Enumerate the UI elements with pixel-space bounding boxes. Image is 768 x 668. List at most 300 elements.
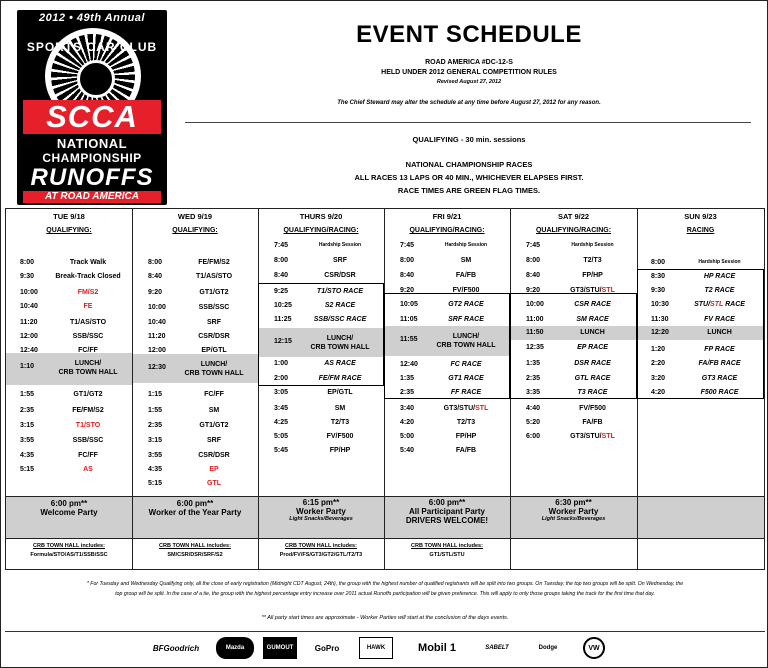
party-time: 6:00 pm**: [176, 499, 214, 508]
thu-event: [300, 419, 380, 426]
event-label: GTL: [207, 480, 221, 487]
thu-event: [300, 360, 380, 367]
tue-time: 9:30: [20, 273, 35, 280]
sat-time: 3:35: [526, 389, 541, 396]
wed-event: [174, 437, 254, 444]
event-label: CSR/DSR: [198, 333, 230, 340]
event-label: GT1/GT2: [199, 289, 229, 296]
event-label: SRF: [333, 257, 347, 264]
thu-time: 5:05: [274, 433, 289, 440]
revised-date: Revised August 27, 2012: [436, 79, 502, 85]
event-label: F500 RACE: [700, 389, 739, 396]
page-title: EVENT SCHEDULE: [356, 21, 582, 48]
tue-event: [48, 347, 128, 354]
wed-time: 1:15: [148, 391, 163, 398]
event-label: AS: [83, 466, 93, 473]
sat-event: [552, 344, 633, 351]
event-label: FE: [83, 303, 93, 310]
event-label: FA/FB RACE: [698, 360, 741, 367]
sat-event: [552, 242, 633, 248]
sat-event: [552, 419, 633, 426]
fri-time: 12:40: [400, 361, 418, 368]
party-note: Light Snacks/Beverages: [541, 516, 606, 522]
event-label: FA/FB: [455, 272, 477, 279]
event-label-line2: CRB TOWN HALL: [58, 369, 118, 376]
event-label: GT2 RACE: [448, 301, 484, 308]
wed-event: [174, 360, 254, 378]
sat-time: 8:40: [526, 272, 541, 279]
sat-event: [552, 389, 633, 396]
tue-time: 10:40: [20, 303, 38, 310]
tue-event: [48, 391, 128, 398]
event-label-red: STL: [601, 433, 615, 440]
wed-time: 1:55: [148, 407, 163, 414]
sponsor-gumout-logo: GUMOUT: [263, 637, 297, 659]
event-label: EP/GTL: [201, 347, 227, 354]
fri-time: 4:20: [400, 419, 415, 426]
event-label: SSB/SSC: [72, 333, 104, 340]
event-label: FV/F500: [579, 405, 606, 412]
fri-time: 10:05: [400, 301, 418, 308]
sponsor-gopro-logo: GoPro: [314, 643, 340, 653]
event-label: FV/F500: [452, 287, 480, 294]
day-header-sun: SUN 9/23: [684, 212, 717, 221]
event-label: FE/FM/S2: [72, 407, 104, 414]
sat-time: 5:20: [526, 419, 541, 426]
tue-time: 3:55: [20, 437, 35, 444]
sat-time: 11:50: [526, 329, 544, 336]
wed-time: 3:55: [148, 452, 163, 459]
party-time: 6:30 pm**: [555, 498, 592, 507]
event-label: SRF: [207, 437, 221, 444]
tue-event: [48, 289, 128, 296]
fri-time: 5:40: [400, 447, 415, 454]
green-flag-note: RACE TIMES ARE GREEN FLAG TIMES.: [397, 186, 541, 195]
fri-event: [426, 316, 506, 323]
event-label: GT3/STU/: [443, 405, 476, 412]
sat-time: 2:35: [526, 375, 541, 382]
thu-time: 4:25: [274, 419, 289, 426]
event-label: CSR RACE: [574, 301, 611, 308]
crb-header-thu: CRB TOWN HALL includes:: [285, 543, 357, 549]
wed-event: [174, 319, 254, 326]
wed-event: [174, 452, 254, 459]
party-tue: [6, 499, 132, 517]
event-label: FM/S2: [77, 289, 99, 296]
thu-time: 1:00: [274, 360, 289, 367]
wed-event: [174, 407, 254, 414]
fri-time: 5:00: [400, 433, 415, 440]
party-name: All Participant Party: [408, 507, 486, 516]
tue-event: [48, 466, 128, 473]
wed-event: [174, 259, 254, 266]
wed-event: [174, 304, 254, 311]
event-label: FE/FM/S2: [198, 259, 230, 266]
race-length-note: ALL RACES 13 LAPS OR 40 MIN., WHICHEVER ELAPSES FIRST.: [354, 173, 584, 182]
sat-event: [552, 316, 633, 323]
event-label: SM: [208, 407, 220, 414]
event-label: GT3/STU/: [570, 433, 602, 440]
tue-time: 12:00: [20, 333, 38, 340]
logo-club: SPORTS CAR CLUB: [26, 40, 158, 54]
event-label-suffix: RACE: [723, 301, 745, 308]
event-label: SM: [334, 405, 346, 412]
day-sub-wed: QUALIFYING:: [172, 227, 218, 234]
day-header-wed: WED 9/19: [177, 212, 213, 221]
event-label: LUNCH: [707, 329, 732, 336]
fri-event: [426, 389, 506, 396]
event-label: SSB/SSC RACE: [313, 316, 367, 323]
wed-event: [174, 273, 254, 280]
party-fri: [384, 498, 510, 525]
day-sub-thu: QUALIFYING/RACING:: [283, 227, 359, 234]
logo-annual: 2012 • 49th Annual: [39, 12, 145, 24]
rules-line: HELD UNDER 2012 GENERAL COMPETITION RULES: [381, 69, 557, 76]
event-label: T2/T3: [583, 257, 602, 264]
thu-event: [300, 316, 380, 323]
thu-event: [300, 447, 380, 454]
sat-time: 6:00: [526, 433, 541, 440]
crb-list-tue: Formula/STO/AS/T1/SSB/SSC: [30, 552, 108, 558]
fri-event: [426, 272, 506, 279]
thu-time: 11:25: [274, 316, 292, 323]
event-label: FP/HP: [329, 447, 351, 454]
event-label: FE/FM RACE: [318, 375, 362, 382]
footer-divider: [5, 631, 765, 632]
fri-event: [426, 433, 506, 440]
sun-event: [679, 259, 760, 265]
party-note: Light Snacks/Beverages: [289, 516, 353, 522]
event-label: GT1 RACE: [448, 375, 484, 382]
thu-time: 3:05: [274, 389, 289, 396]
tue-event: [48, 407, 128, 414]
fri-time: 2:35: [400, 389, 415, 396]
crb-header-tue: CRB TOWN HALL includes:: [33, 543, 105, 549]
event-label: AS RACE: [324, 360, 356, 367]
fri-time: 8:00: [400, 257, 415, 264]
day-sub-fri: QUALIFYING/RACING:: [409, 227, 485, 234]
event-label: T2/T3: [330, 419, 350, 426]
event-label: T1/AS/STO: [195, 273, 233, 280]
sponsor-bfgoodrich-logo: BFGoodrich: [152, 643, 200, 653]
event-label-red: STL: [475, 405, 489, 412]
thu-event: [300, 272, 380, 279]
logo-runoffs: RUNOFFS: [30, 164, 154, 191]
tue-event: [48, 437, 128, 444]
event-label: FP/HP: [455, 433, 477, 440]
wed-event: [174, 289, 254, 296]
sat-event: [552, 433, 633, 440]
thu-time: 8:40: [274, 272, 289, 279]
event-label: LUNCH: [580, 329, 605, 336]
footnote-line-1: * For Tuesday and Wednesday Qualifying only, all the close of early registration (Midnight CDT August, 24th), the group with the highest number of qualified registrants will be split into two groups. On Tuesday, the top two groups will be split. On Wednesday, the: [86, 581, 684, 587]
thu-time: 10:25: [274, 302, 292, 309]
party-name-2: DRIVERS WELCOME!: [405, 516, 489, 525]
thu-time: 3:45: [274, 405, 289, 412]
tue-time: 8:00: [20, 259, 35, 266]
sat-time: 1:35: [526, 360, 541, 367]
event-label: SM: [460, 257, 472, 264]
fri-time: 11:55: [400, 336, 418, 343]
tue-time: 5:15: [20, 466, 35, 473]
event-label: EP/GTL: [327, 389, 353, 396]
wed-time: 2:35: [148, 422, 163, 429]
sun-event: [679, 360, 760, 367]
event-label-red: STL: [601, 287, 615, 294]
event-label: SM RACE: [576, 316, 609, 323]
fri-event: [426, 405, 506, 412]
event-label: S2 RACE: [324, 302, 356, 309]
thu-time: 5:45: [274, 447, 289, 454]
thu-event: [300, 375, 380, 382]
wed-time: 4:35: [148, 466, 163, 473]
event-label: FA/FB: [582, 419, 603, 426]
thu-event: [300, 302, 380, 309]
fri-time: 7:45: [400, 242, 415, 249]
fri-event: [426, 361, 506, 368]
wed-time: 9:20: [148, 289, 163, 296]
sat-event: [552, 329, 633, 336]
national-races-title: NATIONAL CHAMPIONSHIP RACES: [405, 160, 533, 169]
thu-event: [300, 405, 380, 412]
sun-time: 12:20: [651, 329, 669, 336]
event-label: HP RACE: [703, 273, 736, 280]
event-label: EP: [209, 466, 219, 473]
fri-event: [426, 257, 506, 264]
wed-event: [174, 466, 254, 473]
event-label-red: STL: [710, 301, 724, 308]
event-label: Hardship Session: [444, 242, 488, 248]
event-label: T1/AS/STO: [69, 319, 107, 326]
logo-road-america: AT ROAD AMERICA: [23, 191, 161, 203]
thu-event: [300, 288, 380, 295]
party-time: 6:00 pm**: [428, 498, 466, 507]
sponsor-hawk-logo: HAWK: [359, 637, 393, 659]
fri-time: 1:35: [400, 375, 415, 382]
thu-time: 2:00: [274, 375, 289, 382]
event-label: GT1/GT2: [73, 391, 103, 398]
footnote-party-times: ** All party start times are approximate - Worker Parties will start at the conclusion of the days events.: [261, 615, 509, 621]
crb-list-fri: GT1/STL/STU: [429, 552, 465, 558]
sponsor-strip: [141, 637, 621, 659]
wed-time: 10:40: [148, 319, 166, 326]
footnote-split-groups: [9, 579, 761, 599]
sun-time: 3:20: [651, 375, 666, 382]
wed-event: [174, 347, 254, 354]
sun-time: 9:30: [651, 287, 666, 294]
sun-time: 8:00: [651, 259, 666, 266]
sun-event: [679, 329, 760, 336]
fri-time: 9:20: [400, 287, 415, 294]
event-label: FA/FB: [455, 447, 477, 454]
sat-event: [552, 257, 633, 264]
day-sub-sat: QUALIFYING/RACING:: [535, 227, 612, 234]
event-label-line2: CRB TOWN HALL: [310, 344, 370, 351]
event-label: DSR RACE: [574, 360, 611, 367]
fri-event: [426, 447, 506, 454]
sat-time: 10:00: [526, 301, 544, 308]
thu-event: [300, 433, 380, 440]
event-label: GT1/GT2: [199, 422, 229, 429]
tue-time: 10:00: [20, 289, 38, 296]
row-divider: [6, 538, 764, 539]
event-label: FC/FF: [78, 347, 98, 354]
day-sub-tue: QUALIFYING:: [46, 227, 92, 234]
sun-time: 4:20: [651, 389, 666, 396]
sponsor-mazda-logo: Mazda: [216, 637, 254, 659]
sat-time: 11:00: [526, 316, 544, 323]
sat-time: 4:40: [526, 405, 541, 412]
event-label: GTL RACE: [574, 375, 611, 382]
event-label: Hardship Session: [571, 242, 614, 248]
thu-event: [300, 257, 380, 264]
event-label: SRF RACE: [448, 316, 484, 323]
event-label: FC/FF: [78, 452, 98, 459]
wed-time: 12:00: [148, 347, 166, 354]
tue-time: 1:55: [20, 391, 35, 398]
wed-time: 8:40: [148, 273, 163, 280]
schedule-grid: [5, 208, 765, 570]
tue-event: [48, 359, 128, 377]
day-header-sat: SAT 9/22: [557, 212, 590, 221]
wed-time: 11:20: [148, 333, 166, 340]
fri-event: [426, 332, 506, 350]
steward-note: The Chief Steward may alter the schedule at any time before August 27, 2012 for any reason.: [337, 100, 601, 106]
wed-event: [174, 480, 254, 487]
fri-time: 8:40: [400, 272, 415, 279]
event-label: GT3 RACE: [701, 375, 738, 382]
event-label: T1/STO: [75, 422, 101, 429]
fri-event: [426, 301, 506, 308]
sat-time: 8:00: [526, 257, 541, 264]
sat-event: [552, 272, 633, 279]
tue-event: [48, 319, 128, 326]
day-header-thu: THURS 9/20: [299, 212, 343, 221]
sun-time: 2:20: [651, 360, 666, 367]
qualifying-note: QUALIFYING - 30 min. sessions: [412, 135, 526, 144]
sun-time: 11:30: [651, 316, 669, 323]
event-label: Hardship Session: [318, 242, 362, 248]
event-label: GT3/STU/: [570, 287, 602, 294]
tue-event: [48, 452, 128, 459]
party-time: 6:15 pm**: [302, 498, 340, 507]
wed-time: 10:00: [148, 304, 166, 311]
event-label: T1/STO RACE: [316, 288, 364, 295]
event-label-line2: CRB TOWN HALL: [184, 370, 244, 377]
scca-runoffs-logo: [17, 10, 167, 205]
sat-time: 7:45: [526, 242, 541, 249]
event-label: SSB/SSC: [198, 304, 230, 311]
fri-time: 11:05: [400, 316, 418, 323]
logo-national: NATIONAL: [56, 136, 128, 151]
event-label: SRF: [207, 319, 221, 326]
tue-event: [48, 259, 128, 266]
party-name: Welcome Party: [40, 508, 98, 517]
sat-event: [552, 375, 633, 382]
logo-scca: SCCA: [23, 100, 161, 134]
event-label: LUNCH/: [74, 360, 102, 367]
party-time: 6:00 pm**: [50, 499, 88, 508]
party-wed: [132, 499, 258, 517]
fri-event: [426, 287, 506, 294]
sat-event: [552, 405, 633, 412]
wed-time: 5:15: [148, 480, 163, 487]
party-name: Worker Party: [548, 507, 599, 516]
sun-time: 10:30: [651, 301, 669, 308]
thu-time: 9:25: [274, 288, 289, 295]
sun-event: [679, 287, 760, 294]
tue-event: [48, 273, 128, 280]
event-label: Break-Track Closed: [55, 273, 121, 280]
tue-time: 4:35: [20, 452, 35, 459]
crb-header-wed: CRB TOWN HALL includes:: [159, 543, 231, 549]
event-label: FP RACE: [704, 346, 735, 353]
wed-time: 3:15: [148, 437, 163, 444]
crb-header-fri: CRB TOWN HALL includes:: [411, 543, 483, 549]
day-header-tue: TUE 9/18: [53, 212, 85, 221]
fri-event: [426, 419, 506, 426]
event-label: CSR/DSR: [198, 452, 230, 459]
header-divider: [185, 122, 751, 123]
sponsor-mobil1-logo: Mobil 1: [418, 642, 456, 654]
event-label: STU/: [694, 301, 711, 308]
event-label: FV RACE: [704, 316, 735, 323]
tue-time: 11:20: [20, 319, 38, 326]
event-label: FV/F500: [326, 433, 354, 440]
logo-championship: CHAMPIONSHIP: [42, 151, 142, 165]
crb-list-thu: Prod/FV/FS/GT3/GT2/GTL/T2/T3: [279, 552, 363, 558]
sponsor-sabelt-logo: SABELT: [485, 645, 509, 651]
event-label-line2: CRB TOWN HALL: [436, 342, 496, 349]
wed-time: 8:00: [148, 259, 163, 266]
sat-event: [552, 360, 633, 367]
event-label: LUNCH/: [326, 335, 354, 342]
tue-time: 1:10: [20, 363, 35, 370]
thu-event: [300, 389, 380, 396]
tue-time: 2:35: [20, 407, 35, 414]
tue-event: [48, 333, 128, 340]
party-name: Worker Party: [296, 507, 346, 516]
event-label: FP/HP: [582, 272, 603, 279]
sun-event: [679, 316, 760, 323]
event-label: FC RACE: [450, 361, 482, 368]
sat-time: 9:20: [526, 287, 541, 294]
wed-event: [174, 391, 254, 398]
tue-event: [48, 422, 128, 429]
tue-event: [48, 303, 128, 310]
event-label: FC/FF: [204, 391, 224, 398]
thu-event: [300, 334, 380, 352]
party-thu: [258, 498, 384, 522]
event-label: T3 RACE: [577, 389, 608, 396]
event-label: LUNCH/: [200, 361, 228, 368]
row-divider: [6, 496, 764, 497]
event-label: T2/T3: [456, 419, 476, 426]
thu-event: [300, 242, 380, 248]
event-label: Hardship Session: [698, 259, 741, 265]
sat-event: [552, 301, 633, 308]
sponsor-vw-logo: VW: [583, 637, 605, 659]
event-label: EP RACE: [577, 344, 608, 351]
tue-time: 12:40: [20, 347, 38, 354]
fri-time: 3:40: [400, 405, 415, 412]
wed-event: [174, 333, 254, 340]
fri-event: [426, 375, 506, 382]
event-label: T2 RACE: [704, 287, 735, 294]
sun-event: [679, 389, 760, 396]
sun-time: 1:20: [651, 346, 666, 353]
sun-event: [679, 346, 760, 353]
